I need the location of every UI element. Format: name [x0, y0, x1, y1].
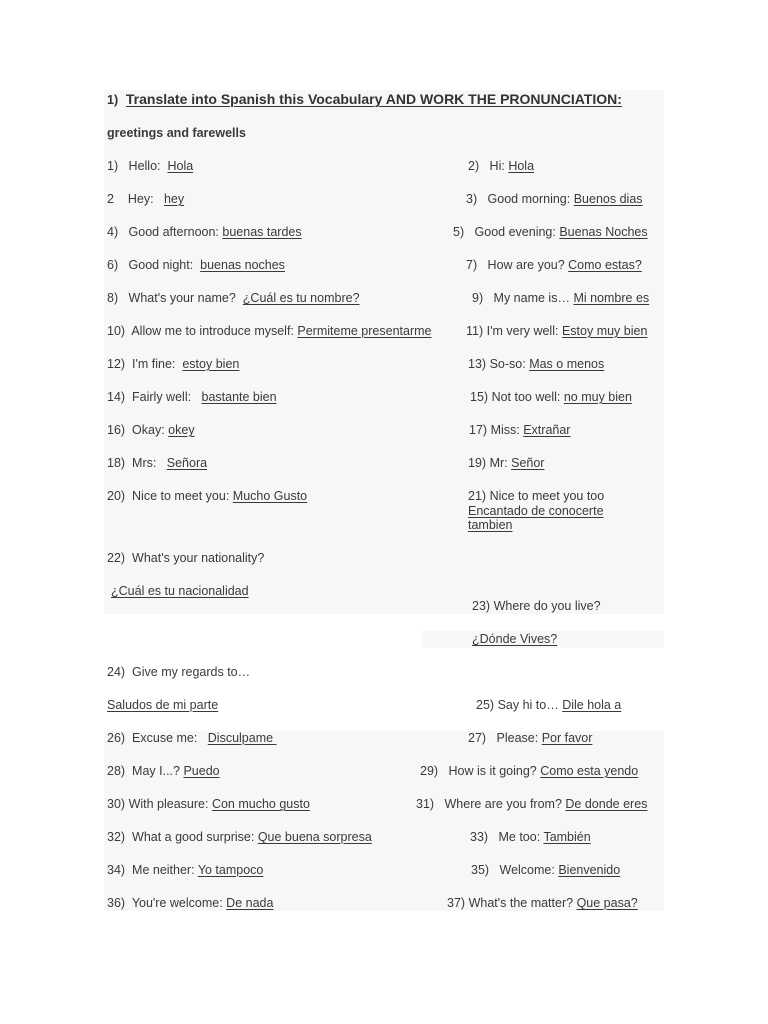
answer: También: [543, 830, 591, 844]
vocab-item-36: 36) You're welcome: De nada: [107, 896, 274, 910]
answer: Mas o menos: [529, 357, 605, 371]
vocab-item-17: 17) Miss: Extrañar: [469, 423, 571, 437]
vocab-item-19: 19) Mr: Señor: [468, 456, 545, 470]
answer: Permiteme presentarme: [297, 324, 432, 338]
worksheet-background-bottom: [104, 731, 664, 911]
vocab-item-29: 29) How is it going? Como esta yendo: [420, 764, 639, 778]
answer: Disculpame: [207, 731, 277, 745]
answer: Hola: [508, 159, 535, 173]
answer: buenas tardes: [222, 225, 302, 239]
vocab-item-21-answer-line-2: tambien: [468, 518, 513, 532]
vocab-item-24-answer: Saludos de mi parte: [107, 698, 219, 712]
vocab-item-23-answer: ¿Dónde Vives?: [472, 632, 558, 646]
instruction-heading: [107, 92, 622, 108]
answer: Por favor: [541, 731, 593, 745]
vocab-item-20: 20) Nice to meet you: Mucho Gusto: [107, 489, 308, 503]
vocab-item-26: 26) Excuse me: Disculpame: [107, 731, 277, 745]
answer: okey: [168, 423, 195, 437]
vocab-item-18: 18) Mrs: Señora: [107, 456, 208, 470]
vocab-item-37: 37) What's the matter? Que pasa?: [447, 896, 638, 910]
vocab-item-8: 8) What's your name? ¿Cuál es tu nombre?: [107, 291, 360, 305]
vocab-item-34: 34) Me neither: Yo tampoco: [107, 863, 264, 877]
instruction-text: Translate into Spanish this Vocabulary AND WORK THE PRONUNCIATION:: [125, 91, 622, 107]
vocab-item-27: 27) Please: Por favor: [468, 731, 593, 745]
answer: Que buena sorpresa: [257, 830, 372, 844]
vocab-item-13: 13) So-so: Mas o menos: [468, 357, 605, 371]
answer: Hola: [167, 159, 194, 173]
answer: De nada: [226, 896, 274, 910]
answer: Estoy muy bien: [561, 324, 648, 338]
answer: ¿Cuál es tu nombre?: [242, 291, 360, 305]
answer: Señor: [511, 456, 545, 470]
instruction-number: 1): [107, 93, 119, 107]
answer: buenas noches: [200, 258, 285, 272]
vocab-item-30: 30) With pleasure: Con mucho gusto: [107, 797, 310, 811]
vocab-item-14: 14) Fairly well: bastante bien: [107, 390, 277, 404]
vocab-item-16: 16) Okay: okey: [107, 423, 195, 437]
answer: Yo tampoco: [197, 863, 264, 877]
answer: Que pasa?: [576, 896, 638, 910]
vocab-item-25: 25) Say hi to… Dile hola a: [476, 698, 622, 712]
vocab-item-4: 4) Good afternoon: buenas tardes: [107, 225, 302, 239]
vocab-item-32: 32) What a good surprise: Que buena sorpresa: [107, 830, 372, 844]
vocab-item-31: 31) Where are you from? De donde eres: [416, 797, 648, 811]
answer: De donde eres: [565, 797, 648, 811]
vocab-item-9: 9) My name is… Mi nombre es: [472, 291, 650, 305]
vocab-item-3: 3) Good morning: Buenos dias: [466, 192, 643, 206]
answer: Mi nombre es: [573, 291, 650, 305]
vocab-item-6: 6) Good night: buenas noches: [107, 258, 285, 272]
answer: Como esta yendo: [540, 764, 639, 778]
vocab-item-22: 22) What's your nationality?: [107, 551, 265, 565]
answer: hey: [163, 192, 185, 206]
vocab-item-7: 7) How are you? Como estas?: [466, 258, 642, 272]
vocab-item-1: 1) Hello: Hola: [107, 159, 194, 173]
answer: Puedo: [183, 764, 220, 778]
vocab-item-10: 10) Allow me to introduce myself: Permiteme presentarme: [107, 324, 432, 338]
answer: no muy bien: [563, 390, 632, 404]
section-subheading: greetings and farewells: [107, 126, 246, 140]
vocab-item-hey: 2 Hey: hey: [107, 192, 185, 206]
vocab-item-35: 35) Welcome: Bienvenido: [471, 863, 621, 877]
answer: Buenos dias: [573, 192, 643, 206]
vocab-item-33: 33) Me too: También: [470, 830, 591, 844]
answer: Bienvenido: [558, 863, 621, 877]
answer: Como estas?: [568, 258, 642, 272]
vocab-item-12: 12) I'm fine: estoy bien: [107, 357, 240, 371]
vocab-item-21: 21) Nice to meet you too: [468, 489, 605, 503]
vocab-item-28: 28) May I...? Puedo: [107, 764, 220, 778]
answer: Dile hola a: [562, 698, 622, 712]
answer: Señora: [166, 456, 208, 470]
vocab-item-24: 24) Give my regards to…: [107, 665, 251, 679]
answer: Con mucho gusto: [211, 797, 310, 811]
vocab-item-15: 15) Not too well: no muy bien: [470, 390, 632, 404]
vocab-item-23: 23) Where do you live?: [472, 599, 601, 613]
answer: Extrañar: [523, 423, 571, 437]
vocab-item-5: 5) Good evening: Buenas Noches: [453, 225, 648, 239]
vocab-item-2: 2) Hi: Hola: [468, 159, 535, 173]
vocab-item-11: 11) I'm very well: Estoy muy bien: [466, 324, 648, 338]
answer: Buenas Noches: [559, 225, 648, 239]
vocab-item-21-answer-line-1: Encantado de conocerte: [468, 504, 604, 518]
answer: bastante bien: [201, 390, 277, 404]
answer: Mucho Gusto: [232, 489, 308, 503]
vocab-item-22-answer: ¿Cuál es tu nacionalidad: [111, 584, 249, 598]
answer: estoy bien: [182, 357, 240, 371]
